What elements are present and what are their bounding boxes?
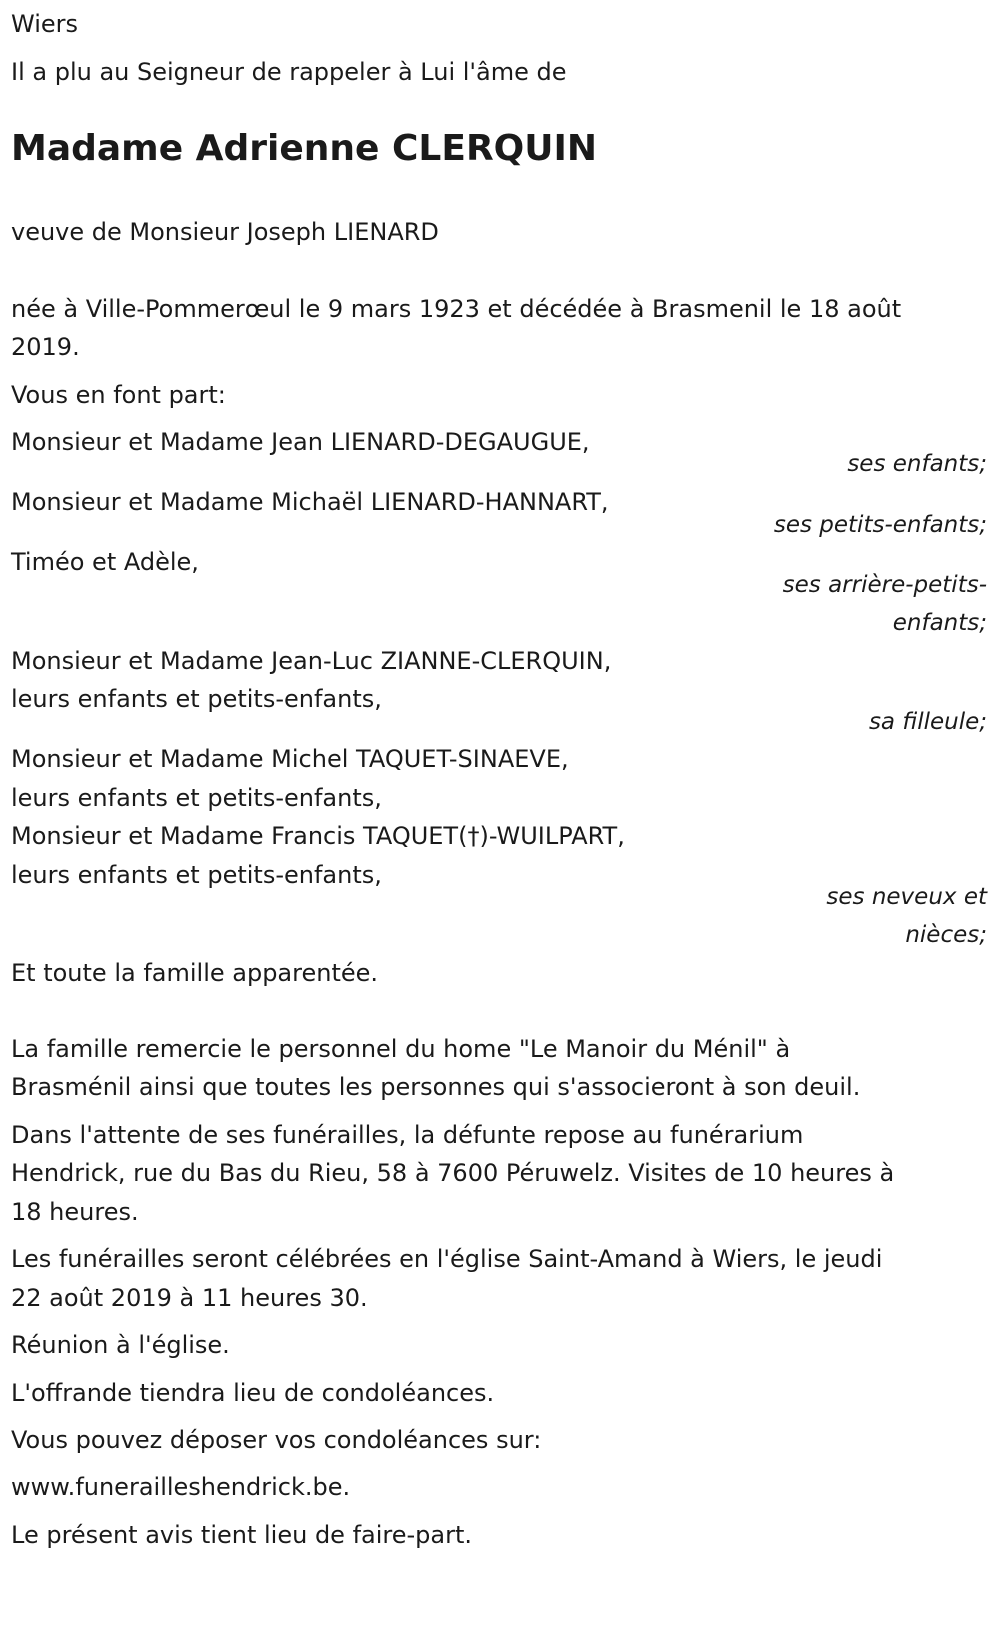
- thanks-text: La famille remercie le personnel du home "Le Manoir du Ménil" à: [11, 1035, 791, 1063]
- family-member: leurs enfants et petits-enfants,: [11, 685, 382, 713]
- family-role-cont: enfants;: [892, 610, 987, 636]
- family-member: Monsieur et Madame Michel TAQUET-SINAEVE,: [11, 745, 569, 773]
- family-member: Monsieur et Madame Jean-Luc ZIANNE-CLERQUIN,: [11, 647, 612, 675]
- spouse-line: veuve de Monsieur Joseph LIENARD: [11, 218, 439, 246]
- family-role-cont: nièces;: [905, 922, 987, 948]
- family-member: Monsieur et Madame Michaël LIENARD-HANNART,: [11, 488, 609, 516]
- family-role: ses arrière-petits-: [782, 572, 987, 598]
- funeral-text-cont: 22 août 2019 à 11 heures 30.: [11, 1284, 368, 1312]
- meeting-text: Réunion à l'église.: [11, 1331, 230, 1359]
- offering-text: L'offrande tiendra lieu de condoléances.: [11, 1379, 495, 1407]
- family-closing: Et toute la famille apparentée.: [11, 959, 379, 987]
- location: Wiers: [11, 10, 79, 38]
- condolences-intro: Vous pouvez déposer vos condoléances sur:: [11, 1426, 542, 1454]
- intro-text: Il a plu au Seigneur de rappeler à Lui l'âme de: [11, 58, 567, 86]
- rest-place-text-cont: Hendrick, rue du Bas du Rieu, 58 à 7600 Péruwelz. Visites de 10 heures à: [11, 1159, 895, 1187]
- family-role: ses enfants;: [847, 451, 987, 477]
- family-member: Timéo et Adèle,: [11, 548, 199, 576]
- website-link-line: [11, 1467, 350, 1507]
- family-role: ses petits-enfants;: [773, 512, 987, 538]
- birth-death-line-cont: 2019.: [11, 333, 80, 361]
- rest-place-text-cont: 18 heures.: [11, 1198, 139, 1226]
- deceased-name: Madame Adrienne CLERQUIN: [11, 128, 598, 169]
- announcement-intro: Vous en font part:: [11, 381, 226, 409]
- family-member: leurs enfants et petits-enfants,: [11, 784, 382, 812]
- family-member: Monsieur et Madame Francis TAQUET(†)-WUILPART,: [11, 822, 625, 850]
- family-role: ses neveux et: [826, 884, 987, 910]
- birth-death-line: née à Ville-Pommerœul le 9 mars 1923 et décédée à Brasmenil le 18 août: [11, 295, 902, 323]
- website-link[interactable]: www.funerailleshendrick.be.: [11, 1473, 351, 1501]
- funeral-text: Les funérailles seront célébrées en l'église Saint-Amand à Wiers, le jeudi: [11, 1245, 883, 1273]
- thanks-text-cont: Brasménil ainsi que toutes les personnes qui s'associeront à son deuil.: [11, 1073, 861, 1101]
- family-member: leurs enfants et petits-enfants,: [11, 861, 382, 889]
- rest-place-text: Dans l'attente de ses funérailles, la défunte repose au funérarium: [11, 1121, 804, 1149]
- family-role: sa filleule;: [868, 709, 987, 735]
- family-member: Monsieur et Madame Jean LIENARD-DEGAUGUE,: [11, 428, 590, 456]
- notice-text: Le présent avis tient lieu de faire-part.: [11, 1521, 473, 1549]
